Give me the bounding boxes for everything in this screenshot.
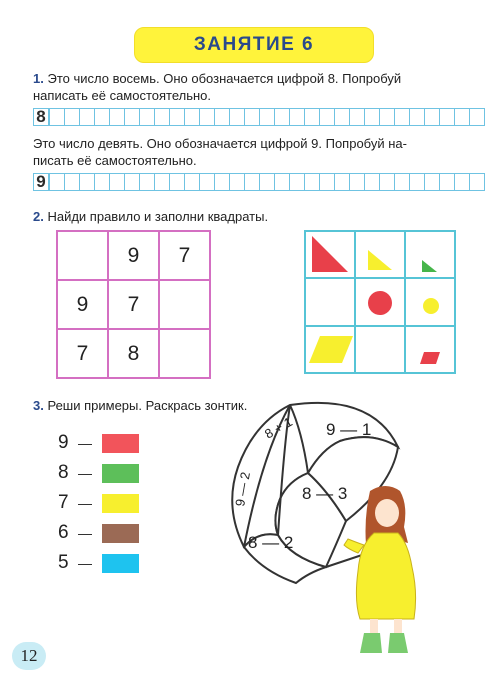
writing-cell[interactable] — [65, 173, 80, 191]
writing-cell[interactable] — [170, 173, 185, 191]
writing-cell[interactable] — [455, 108, 470, 126]
umbrella-example-2: 8 + 1 — [262, 413, 295, 442]
task1-line1a: Это число восемь. Оно обозначается цифрой 8. Попробуй — [47, 71, 402, 86]
writing-cell[interactable] — [245, 108, 260, 126]
legend-item — [58, 548, 139, 578]
task2-number: 2. — [33, 209, 44, 224]
writing-cell[interactable] — [395, 108, 410, 126]
page-number: 12 — [12, 642, 46, 670]
writing-cell[interactable] — [49, 108, 65, 126]
number-grid-row — [57, 231, 210, 280]
shapes-grid — [304, 230, 456, 374]
writing-cell[interactable] — [380, 108, 395, 126]
number-grid-cell: 9 — [108, 231, 159, 280]
writing-cell[interactable] — [80, 173, 95, 191]
writing-cell[interactable] — [65, 108, 80, 126]
number-grid-row — [57, 280, 210, 329]
legend-dash: — — [78, 435, 92, 451]
writing-cell[interactable] — [455, 173, 470, 191]
number-grid-cell: 7 — [108, 280, 159, 329]
girl-leg-right — [394, 619, 402, 633]
writing-cell[interactable] — [290, 173, 305, 191]
writing-cell[interactable] — [230, 108, 245, 126]
writing-cell[interactable] — [275, 173, 290, 191]
sample-digit-9: 9 — [33, 173, 49, 191]
legend-number: 7 — [58, 492, 69, 513]
writing-cell[interactable] — [95, 108, 110, 126]
writing-cell[interactable] — [275, 108, 290, 126]
sample-digit-8: 8 — [33, 108, 49, 126]
girl-face — [375, 499, 399, 527]
task3-heading — [33, 397, 247, 414]
writing-cell[interactable] — [155, 173, 170, 191]
legend-color-swatch — [102, 554, 139, 573]
writing-cell[interactable] — [80, 108, 95, 126]
legend-color-swatch — [102, 524, 139, 543]
writing-cell[interactable] — [305, 108, 320, 126]
writing-cell[interactable] — [170, 108, 185, 126]
legend-item — [58, 488, 139, 518]
writing-cell[interactable] — [470, 173, 485, 191]
number-grid-empty-cell[interactable] — [57, 231, 108, 280]
girl-raincoat — [356, 533, 415, 619]
writing-cell[interactable] — [440, 108, 455, 126]
legend-number: 5 — [58, 552, 69, 573]
task3-text: Реши примеры. Раскрась зонтик. — [47, 398, 248, 413]
legend-item — [58, 428, 139, 458]
writing-cell[interactable] — [140, 173, 155, 191]
girl-leg-left — [370, 619, 378, 633]
task1-number: 1. — [33, 71, 44, 86]
number-grid-row — [57, 329, 210, 378]
writing-cell[interactable] — [425, 108, 440, 126]
task3-number: 3. — [33, 398, 44, 413]
writing-cell[interactable] — [335, 108, 350, 126]
legend-dash: — — [78, 555, 92, 571]
task2-text: Найди правило и заполни квадраты. — [47, 209, 269, 224]
writing-row-9[interactable] — [33, 173, 485, 191]
writing-cell[interactable] — [125, 173, 140, 191]
task1-line2a: Это число девять. Оно обозначается цифрой 9. Попробуй на- — [33, 136, 407, 151]
number-grid-empty-cell[interactable] — [159, 280, 210, 329]
number-grid-empty-cell[interactable] — [159, 329, 210, 378]
number-grid-cell: 8 — [108, 329, 159, 378]
girl-arm — [344, 539, 364, 553]
writing-cell[interactable] — [125, 108, 140, 126]
writing-cell[interactable] — [335, 173, 350, 191]
small-yellow-circle — [423, 298, 439, 314]
writing-cell[interactable] — [200, 173, 215, 191]
umbrella-example-1: 9 — 1 — [326, 420, 372, 439]
umbrella-example-3: 9 — 2 — [232, 470, 253, 508]
writing-cell[interactable] — [260, 108, 275, 126]
writing-cell[interactable] — [49, 173, 65, 191]
legend-dash: — — [78, 525, 92, 541]
legend-item — [58, 518, 139, 548]
number-grid-cell: 7 — [57, 329, 108, 378]
color-legend — [58, 428, 139, 578]
legend-dash: — — [78, 465, 92, 481]
umbrella-example-5: 8 — 2 — [248, 533, 294, 552]
writing-cell[interactable] — [425, 173, 440, 191]
umbrella-example-4: 8 — 3 — [302, 484, 348, 503]
task2-heading — [33, 208, 268, 225]
writing-cell[interactable] — [110, 108, 125, 126]
legend-number: 6 — [58, 522, 69, 543]
writing-cell[interactable] — [410, 108, 425, 126]
number-grid-cell: 7 — [159, 231, 210, 280]
writing-cell[interactable] — [350, 108, 365, 126]
writing-cell[interactable] — [365, 173, 380, 191]
writing-cell[interactable] — [305, 173, 320, 191]
writing-cell[interactable] — [470, 108, 485, 126]
legend-color-swatch — [102, 434, 139, 453]
girl-boot-left — [360, 633, 382, 653]
task1-line2b: писать её самостоятельно. — [33, 153, 197, 168]
number-grid — [56, 230, 211, 379]
writing-cell[interactable] — [395, 173, 410, 191]
writing-cell[interactable] — [410, 173, 425, 191]
writing-cell[interactable] — [155, 108, 170, 126]
writing-cell[interactable] — [380, 173, 395, 191]
writing-cells-9[interactable] — [49, 173, 485, 191]
task1-line1b: написать её самостоятельно. — [33, 88, 212, 103]
legend-item — [58, 458, 139, 488]
task1-text-1 — [33, 70, 483, 87]
legend-dash: — — [78, 495, 92, 511]
writing-cell[interactable] — [260, 173, 275, 191]
writing-cell[interactable] — [245, 173, 260, 191]
writing-cell[interactable] — [215, 173, 230, 191]
writing-cell[interactable] — [200, 108, 215, 126]
writing-cell[interactable] — [140, 108, 155, 126]
writing-cells-8[interactable] — [49, 108, 485, 126]
writing-cell[interactable] — [230, 173, 245, 191]
legend-number: 8 — [58, 462, 69, 483]
girl-illustration — [342, 483, 422, 661]
writing-cell[interactable] — [320, 173, 335, 191]
writing-cell[interactable] — [110, 173, 125, 191]
writing-cell[interactable] — [185, 173, 200, 191]
writing-cell[interactable] — [215, 108, 230, 126]
girl-boot-right — [388, 633, 408, 653]
legend-color-swatch — [102, 464, 139, 483]
lesson-title: ЗАНЯТИЕ 6 — [134, 27, 374, 63]
writing-cell[interactable] — [320, 108, 335, 126]
writing-row-8[interactable] — [33, 108, 485, 126]
writing-cell[interactable] — [185, 108, 200, 126]
number-grid-cell: 9 — [57, 280, 108, 329]
legend-number: 9 — [58, 432, 69, 453]
legend-color-swatch — [102, 494, 139, 513]
writing-cell[interactable] — [95, 173, 110, 191]
medium-red-circle — [368, 291, 392, 315]
writing-cell[interactable] — [350, 173, 365, 191]
writing-cell[interactable] — [365, 108, 380, 126]
writing-cell[interactable] — [440, 173, 455, 191]
writing-cell[interactable] — [290, 108, 305, 126]
